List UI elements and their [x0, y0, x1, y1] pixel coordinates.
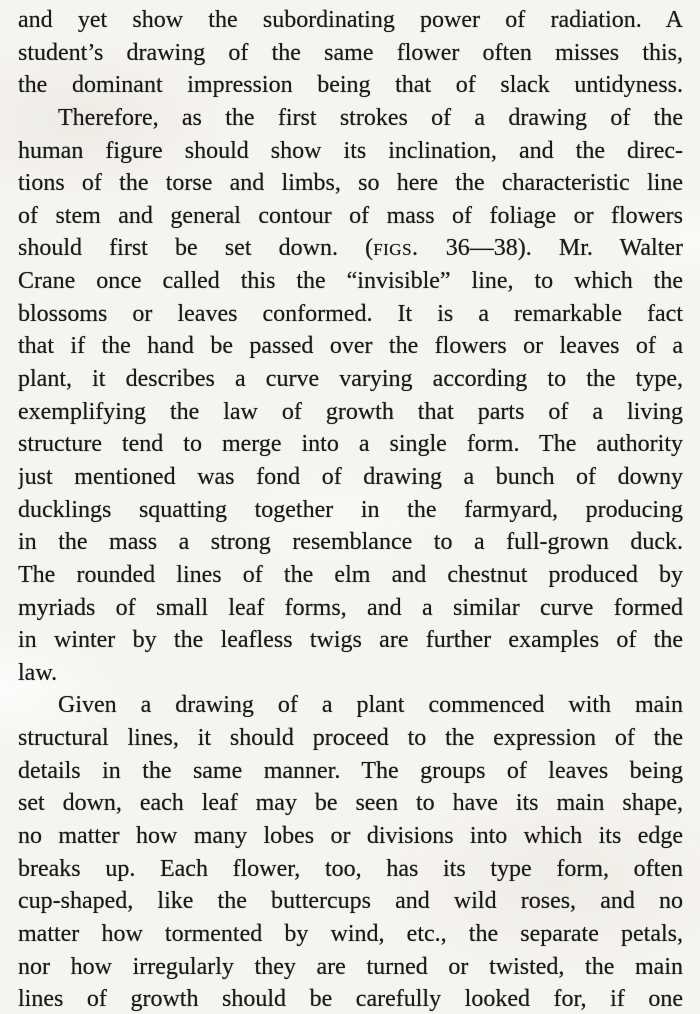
text-line: in winter by the leafless twigs are further examples of the: [18, 627, 683, 654]
paragraph: [18, 102, 683, 690]
text-line: law.: [18, 659, 58, 686]
text-line: set down, each leaf may be seen to have its main shape,: [18, 790, 683, 817]
text-line: [18, 232, 683, 265]
page-text: [18, 4, 683, 1014]
text-line: details in the same manner. The groups of leaves being: [18, 757, 683, 784]
text-line: Given a drawing of a plant commenced with main: [58, 692, 683, 719]
text-line: human figure should show its inclination, and the direc-: [18, 137, 683, 164]
text-line: ducklings squatting together in the farmyard, producing: [18, 496, 683, 523]
text-line: that if the hand be passed over the flowers or leaves of a: [18, 333, 683, 360]
paragraph: [18, 4, 683, 102]
text-line: tions of the torse and limbs, so here the characteristic line: [18, 170, 683, 197]
text-line: student’s drawing of the same flower often misses this,: [18, 39, 683, 66]
text-line: structural lines, it should proceed to the expression of the: [18, 725, 683, 752]
text-line: nor how irregularly they are turned or twisted, the main: [18, 953, 683, 980]
text-line: the dominant impression being that of slack untidyness.: [18, 72, 683, 99]
text-segment: 36—38). Mr. Walter: [418, 235, 683, 262]
text-line: no matter how many lobes or divisions into which its edge: [18, 823, 683, 850]
text-line: and yet show the subordinating power of radiation. A: [18, 7, 683, 33]
text-line: just mentioned was fond of drawing a bunch of downy: [18, 463, 683, 490]
text-line: of stem and general contour of mass of foliage or flowers: [18, 202, 683, 229]
paragraph: [18, 689, 683, 1014]
text-line: in the mass a strong resemblance to a full-grown duck.: [18, 529, 683, 556]
text-line: lines of growth should be carefully looked for, if one: [18, 986, 683, 1013]
text-line: myriads of small leaf forms, and a similar curve formed: [18, 594, 683, 621]
text-line: Therefore, as the first strokes of a drawing of the: [58, 104, 683, 131]
text-line: cup-shaped, like the buttercups and wild roses, and no: [18, 888, 683, 915]
text-line: blossoms or leaves conformed. It is a remarkable fact: [18, 300, 683, 327]
text-line: exemplifying the law of growth that parts of a living: [18, 398, 683, 425]
text-line: plant, it describes a curve varying according to the type,: [18, 366, 683, 393]
figure-reference: figs.: [373, 235, 419, 262]
text-line: matter how tormented by wind, etc., the separate petals,: [18, 920, 683, 947]
text-line: breaks up. Each flower, too, has its type form, often: [18, 855, 683, 882]
text-line: The rounded lines of the elm and chestnut produced by: [18, 561, 683, 588]
text-line: Crane once called this the “invisible” line, to which the: [18, 268, 683, 295]
text-segment: should first be set down. (: [18, 235, 374, 262]
text-line: structure tend to merge into a single form. The authority: [18, 431, 683, 458]
